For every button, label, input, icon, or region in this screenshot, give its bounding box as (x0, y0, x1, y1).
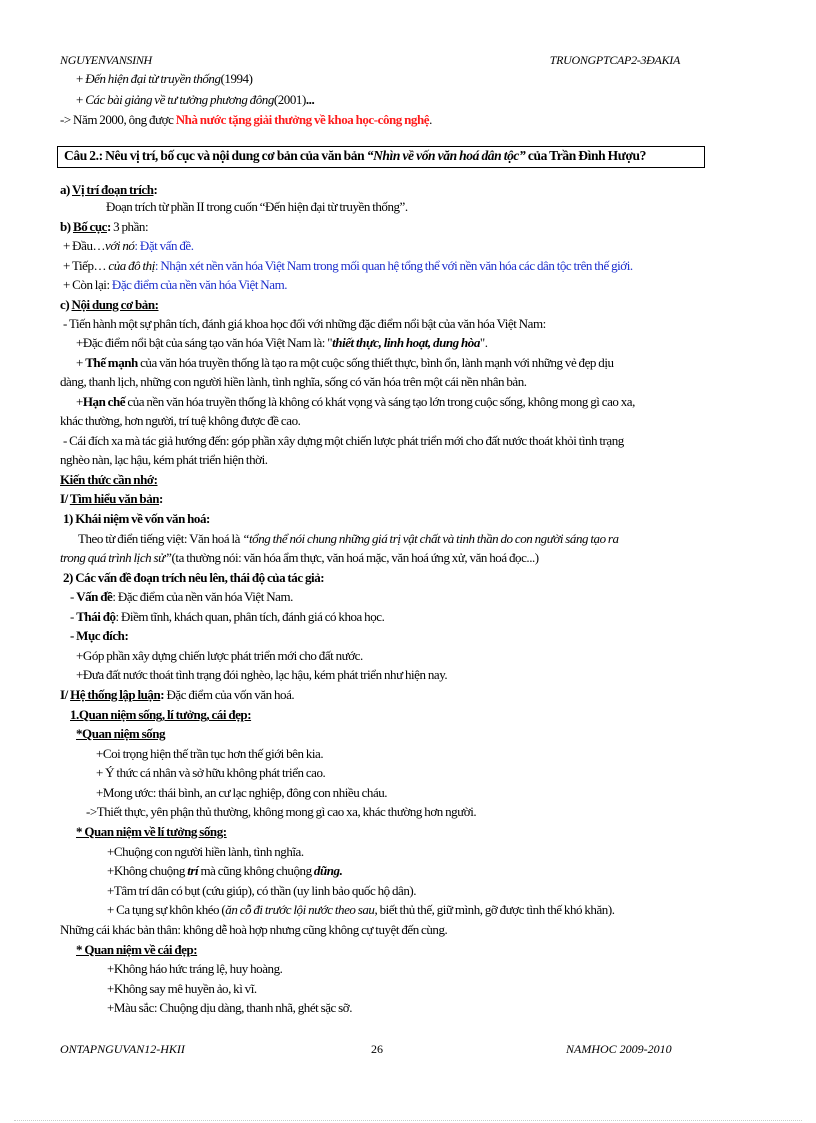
part-1-sub-1: 1) Khái niệm về vốn văn hoá: (63, 511, 210, 526)
life-view-item-2: + Ý thức cá nhân và sở hữu không phát triển cao. (96, 765, 326, 780)
part-2-heading: I/ Hệ thống lập luận: Đặc điểm của vốn văn hoá. (60, 687, 295, 702)
section-c-line-1: - Tiến hành một sự phân tích, đánh giá khoa học đối với những đặc điểm nổi bật của văn hóa Việt Nam: (63, 316, 546, 331)
section-c-line-5: +Hạn chế của nền văn hóa truyền thống là không có khát vọng và sáng tạo lớn trong cuộc sống, không mong gì cao xa, (76, 394, 635, 409)
section-a-heading: a) Vị trí đoạn trích: (60, 182, 158, 197)
life-view-heading: *Quan niệm sống (76, 726, 166, 741)
section-c-line-7: - Cái đích xa mà tác giả hướng đến: góp phần xây dựng một chiến lược phát triển mới cho đất nước thoát khỏi tình trạng (63, 433, 624, 448)
attitude-line: - Thái độ: Điềm tĩnh, khách quan, phân tích, đánh giá có khoa học. (70, 609, 385, 624)
key-knowledge-heading: Kiến thức cần nhớ: (60, 472, 158, 487)
ideal-view-item-1: +Chuộng con người hiền lành, tình nghĩa. (107, 844, 304, 859)
beauty-view-item-2: +Không say mê huyền ảo, kì vĩ. (107, 981, 257, 996)
definition-line-1: Theo từ điển tiếng việt: Văn hoá là “tổng thể nói chung những giá trị vật chất và tinh thần do con người sáng tạo ra (78, 531, 619, 546)
page-bottom-border (14, 1120, 802, 1122)
section-c-heading: c) Nội dung cơ bản: (60, 297, 159, 312)
part-1-sub-2: 2) Các vấn đề đoạn trích nêu lên, thái độ của tác giả: (63, 570, 325, 585)
header-school: TRUONGPTCAP2-3ĐAKIA (549, 53, 680, 67)
intro-line-2: + Các bài giảng về tư tưởng phương đông(2001)... (76, 92, 315, 107)
footer-right: NAMHOC 2009-2010 (566, 1042, 672, 1056)
page-number: 26 (371, 1042, 383, 1056)
section-c-line-4: dàng, thanh lịch, những con người hiền lành, tình nghĩa, sống có văn hóa trên một cái nền nhân bản. (60, 374, 527, 389)
life-view-item-1: +Coi trọng hiện thế trần tục hơn thế giới bên kia. (96, 746, 324, 761)
section-b-heading: b) Bố cục: 3 phần: (60, 219, 149, 234)
footer-left: ONTAPNGUVAN12-HKII (60, 1042, 185, 1056)
purpose-heading: - Mục đích: (70, 628, 129, 643)
purpose-item-1: +Góp phần xây dựng chiến lược phát triển mới cho đất nước. (76, 648, 363, 663)
question-text: Câu 2.: Nêu vị trí, bố cục và nội dung cơ bản của văn bản “Nhìn về vốn văn hoá dân tộc” của Trần Đình Hượu? (64, 148, 647, 163)
ideal-view-heading: * Quan niệm về lí tưởng sống: (76, 824, 227, 839)
ideal-view-item-2: +Không chuộng trí mà cũng không chuộng dũng. (107, 863, 343, 878)
beauty-view-item-3: +Màu sắc: Chuộng dịu dàng, thanh nhã, ghét sặc sỡ. (107, 1000, 352, 1015)
purpose-item-2: +Đưa đất nước thoát tình trạng đói nghèo, lạc hậu, kém phát triển như hiện nay. (76, 667, 448, 682)
ideal-view-item-3: +Tâm trí dân có bụt (cứu giúp), có thần (uy linh bảo quốc hộ dân). (107, 883, 417, 898)
section-c-line-3: + Thế mạnh của văn hóa truyền thống là tạo ra một cuộc sống thiết thực, bình ổn, lành mạnh với những vẻ đẹp dịu (76, 355, 614, 370)
section-b-part-1: + Đầu…với nó: Đặt vấn đề. (63, 238, 194, 253)
section-c-line-2: +Đặc điểm nổi bật của sáng tạo văn hóa Việt Nam là: "thiết thực, linh hoạt, dung hòa". (76, 335, 488, 350)
section-c-line-8: nghèo nàn, lạc hậu, kém phát triển hiện thời. (60, 452, 268, 467)
ideal-view-item-4: + Ca tụng sự khôn khéo (ăn cỗ đi trước lội nước theo sau, biết thủ thế, giữ mình, gỡ được tình thế khó khăn). (107, 902, 615, 917)
section-c-line-6: khác thường, hơn người, trí tuệ không được đề cao. (60, 413, 301, 428)
beauty-view-heading: * Quan niệm về cái đẹp: (76, 942, 198, 957)
header-author: NGUYENVANSINH (60, 53, 152, 67)
section-b-part-3: + Còn lại: Đặc điểm của nền văn hóa Việt Nam. (63, 277, 288, 292)
intro-line-1: + Đến hiện đại từ truyền thống(1994) (76, 71, 253, 86)
ideal-view-note: Những cái khác bản thân: không dễ hoà hợp nhưng cũng không cự tuyệt đến cùng. (60, 922, 448, 937)
issue-line: - Vấn đề: Đặc điểm của nền văn hóa Việt Nam. (70, 589, 293, 604)
definition-line-2: trong quá trình lịch sử”(ta thường nói: văn hóa ẩm thực, văn hoá mặc, văn hoá ứng xử, văn hoá đọc...) (60, 550, 539, 565)
section-a-text: Đoạn trích từ phần II trong cuốn “Đến hiện đại từ truyền thống”. (106, 199, 408, 214)
beauty-view-item-1: +Không háo hức tráng lệ, huy hoàng. (107, 961, 283, 976)
life-view-item-3: +Mong ước: thái bình, an cư lạc nghiệp, đông con nhiều cháu. (96, 785, 388, 800)
part-1-heading: I/ Tìm hiểu văn bản: (60, 491, 163, 506)
part-2-sub-1: 1.Quan niệm sống, lí tưởng, cái đẹp: (70, 707, 252, 722)
section-b-part-2: + Tiếp… của đô thị: Nhận xét nền văn hóa Việt Nam trong mối quan hệ tổng thể với nền văn hóa các dân tộc trên thế giới. (63, 258, 633, 273)
life-view-conclusion: ->Thiết thực, yên phận thủ thường, không mong gì cao xa, khác thường hơn người. (86, 804, 477, 819)
intro-line-3: -> Năm 2000, ông được Nhà nước tặng giải thưởng về khoa học-công nghệ. (60, 112, 432, 127)
